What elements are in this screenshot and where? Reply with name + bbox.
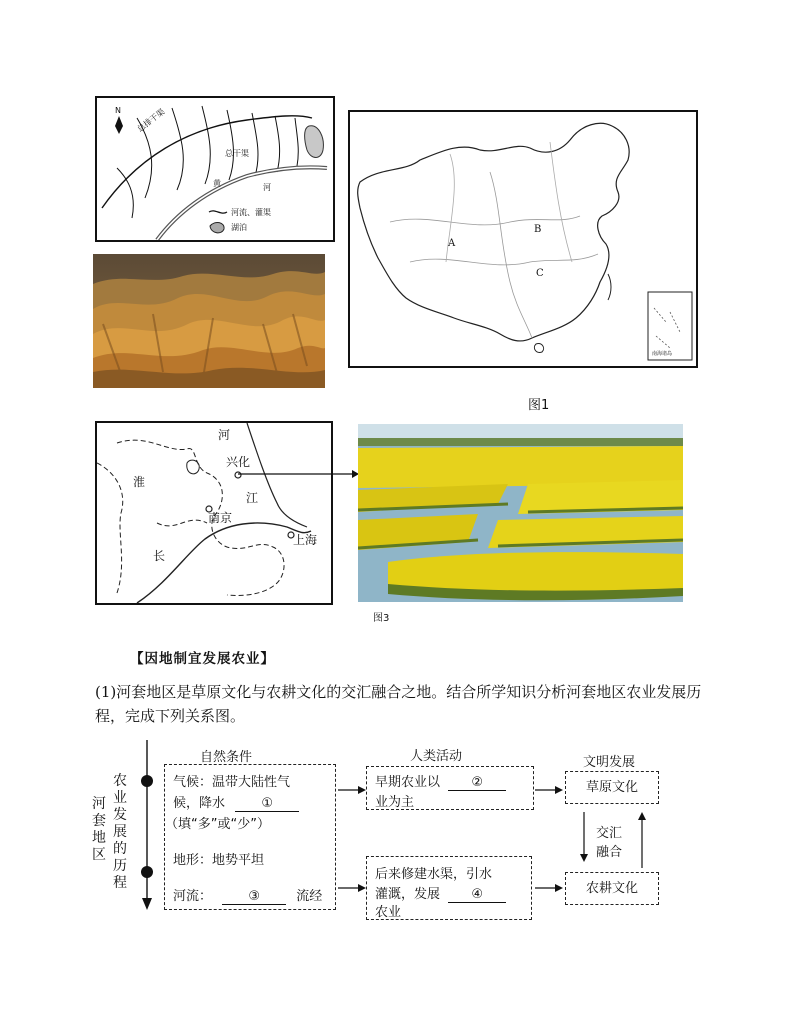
early-agriculture-box — [366, 766, 534, 810]
china-label-c: C — [536, 268, 544, 279]
china-label-a: A — [448, 238, 456, 249]
legend-lake-label: 湖泊 — [231, 223, 247, 232]
farming-culture-label: 农耕文化 — [585, 881, 638, 896]
figure-1-caption: 图1 — [528, 398, 550, 413]
later-line2: 灌溉，发展 — [375, 887, 441, 902]
grassland-culture-label: 草原文化 — [585, 780, 638, 795]
map3-xinghua: 兴化 — [226, 455, 251, 469]
river-prefix: 河流： — [173, 889, 213, 904]
header-culture: 文明发展 — [583, 755, 636, 770]
nature-conditions-box — [164, 764, 336, 910]
canal-zong2-label: 总干渠 — [225, 149, 249, 158]
blank-3[interactable]: ③ — [222, 889, 286, 905]
terrain-text: 地形：地势平坦 — [173, 853, 265, 868]
timeline-main-label: 农业发展的历程 — [113, 773, 127, 891]
figure-3-caption: 图3 — [373, 613, 390, 624]
rapeseed-field-drawing — [358, 424, 683, 602]
north-label: N — [115, 106, 121, 115]
map3-chang: 长 — [153, 549, 166, 563]
china-map-drawing — [350, 112, 696, 366]
later-agriculture-box — [366, 856, 532, 920]
merge-label-2: 融合 — [596, 845, 623, 860]
map3-he: 河 — [218, 428, 231, 442]
hetao-map-drawing — [97, 98, 333, 240]
loess-landscape-photo — [93, 254, 325, 388]
header-human: 人类活动 — [410, 749, 463, 764]
jiangsu-map — [95, 421, 333, 605]
later-row — [375, 883, 506, 903]
early-suffix: 业为主 — [375, 795, 415, 810]
map3-nanjing: 南京 — [208, 511, 233, 525]
early-row — [375, 771, 506, 791]
timeline-side-label: 河套地区 — [92, 796, 106, 863]
map3-jiang: 江 — [246, 491, 259, 505]
blank-4[interactable]: ④ — [448, 887, 506, 903]
river-suffix: 流经 — [296, 889, 323, 904]
blank-1[interactable]: ① — [235, 796, 299, 812]
early-prefix: 早期农业以 — [375, 775, 441, 790]
map3-shanghai: 上海 — [293, 533, 318, 547]
climate-note: （填“多”或“少”） — [165, 817, 270, 832]
river-huang-label: 黄 — [213, 179, 221, 188]
section-title: 【因地制宜发展农业】 — [130, 651, 275, 667]
map3-huai: 淮 — [133, 475, 146, 489]
header-nature: 自然条件 — [200, 750, 253, 765]
inset-caption: 南海诸岛 — [652, 351, 673, 357]
legend-river-label: 河流、灌渠 — [231, 208, 271, 217]
rapeseed-field-photo — [358, 424, 683, 602]
pointer-arrow — [238, 468, 360, 480]
later-line3: 农业 — [375, 905, 402, 920]
grassland-culture-box — [565, 771, 659, 804]
climate-line2-row — [173, 792, 299, 812]
river-he-label: 河 — [263, 183, 271, 192]
canal-zong-label: 总排干渠 — [135, 107, 167, 134]
china-map — [348, 110, 698, 368]
climate-line1: 气候：温带大陆性气 — [173, 775, 291, 790]
later-line1: 后来修建水渠，引水 — [375, 867, 493, 882]
question-text: (1)河套地区是草原文化与农耕文化的交汇融合之地。结合所学知识分析河套地区农业发展历程，完成下列关系图。 — [95, 683, 702, 725]
loess-landscape-drawing — [93, 254, 325, 388]
hetao-map — [95, 96, 335, 242]
merge-label-1: 交汇 — [596, 826, 623, 841]
china-label-b: B — [534, 224, 542, 235]
farming-culture-box — [565, 872, 659, 905]
river-row — [173, 885, 322, 905]
climate-line2: 候，降水 — [173, 796, 226, 811]
blank-2[interactable]: ② — [448, 775, 506, 791]
